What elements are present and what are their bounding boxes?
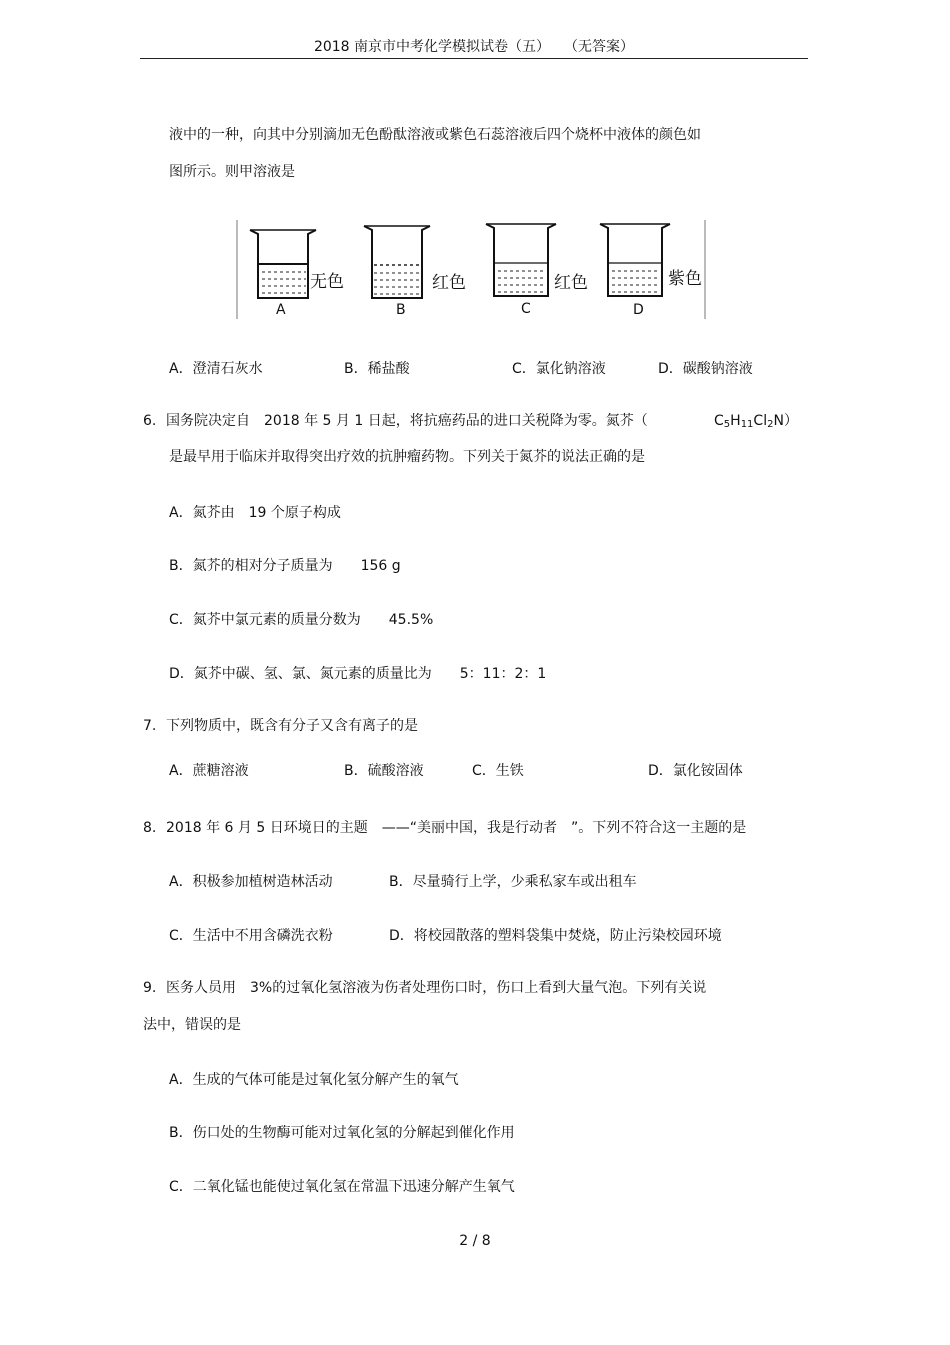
q6-option-d: D．氮芥中碳、氢、氯、氮元素的质量比为 5：11：2：1	[169, 666, 547, 682]
q7-stem: 下列物质中，既含有分子又含有离子的是	[166, 718, 418, 734]
q8-option-c: C．生活中不用含磷洗衣粉	[169, 928, 333, 944]
q6-number: 6.	[143, 413, 157, 429]
formula-h-sub: 11	[740, 419, 754, 430]
q6-stem-line-1: 国务院决定自 2018 年 5 月 1 日起，将抗癌药品的进口关税降为零。氮芥（	[166, 413, 648, 429]
formula-cl-sub: 2	[767, 419, 774, 430]
q7-option-c: C．生铁	[472, 763, 524, 779]
formula-c-sub: 5	[723, 419, 731, 430]
beaker-b-color-label: 红色	[432, 273, 466, 293]
q9-stem-line-2: 法中，错误的是	[143, 1017, 241, 1033]
beaker-d	[600, 224, 702, 318]
q7-option-d: D．氯化铵固体	[648, 763, 743, 779]
beaker-c-letter: C	[521, 301, 531, 317]
q6-option-a: A．氮芥由 19 个原子构成	[169, 505, 341, 521]
beaker-b-letter: B	[396, 302, 406, 318]
beaker-a	[250, 230, 344, 318]
q8-option-d: D．将校园散落的塑料袋集中焚烧，防止污染校园环境	[389, 928, 722, 944]
q9-option-a: A．生成的气体可能是过氧化氢分解产生的氧气	[169, 1072, 459, 1088]
beaker-c	[486, 224, 588, 317]
q5-option-b: B．稀盐酸	[344, 361, 410, 377]
q6-stem-line-2: 是最早用于临床并取得突出疗效的抗肿瘤药物。下列关于氮芥的说法正确的是	[169, 449, 645, 465]
page-header-title: 2018 南京市中考化学模拟试卷（五） （无答案）	[313, 39, 635, 55]
q5-option-d: D．碳酸钠溶液	[658, 361, 753, 377]
q8-option-b: B．尽量骑行上学，少乘私家车或出租车	[389, 874, 637, 890]
q9-option-c: C．二氧化锰也能使过氧化氢在常温下迅速分解产生氧气	[169, 1179, 515, 1195]
q8-option-a: A．积极参加植树造林活动	[169, 874, 333, 890]
beaker-a-letter: A	[276, 302, 286, 318]
intro-line-2: 图所示。则甲溶液是	[169, 164, 295, 180]
q9-number: 9.	[143, 980, 157, 996]
beaker-c-color-label: 红色	[554, 273, 588, 293]
beaker-d-color-label: 紫色	[668, 269, 702, 289]
beakers-figure	[236, 218, 706, 322]
header-rule	[140, 58, 808, 59]
beaker-b	[364, 226, 466, 318]
formula-cl: Cl	[753, 413, 768, 429]
q9-stem-line-1: 医务人员用 3%的过氧化氢溶液为伤者处理伤口时，伤口上看到大量气泡。下列有关说	[166, 980, 707, 996]
q6-formula	[714, 411, 798, 435]
q5-option-a: A．澄清石灰水	[169, 361, 263, 377]
q6-option-b: B．氮芥的相对分子质量为 156 g	[169, 558, 401, 574]
q7-number: 7.	[143, 718, 157, 734]
page-number: 2 / 8	[459, 1233, 491, 1249]
q7-option-a: A．蔗糖溶液	[169, 763, 249, 779]
q6-option-c: C．氮芥中氯元素的质量分数为 45.5%	[169, 612, 434, 628]
formula-c: C	[714, 413, 724, 429]
beaker-d-letter: D	[633, 302, 644, 318]
q5-option-c: C．氯化钠溶液	[512, 361, 606, 377]
formula-h: H	[730, 413, 741, 429]
q8-stem: 2018 年 6 月 5 日环境日的主题 ——“美丽中国，我是行动者 ”。下列不符合这一主题的是	[166, 820, 747, 836]
q7-option-b: B．硫酸溶液	[344, 763, 424, 779]
intro-line-1: 液中的一种，向其中分别滴加无色酚酞溶液或紫色石蕊溶液后四个烧杯中液体的颜色如	[169, 127, 701, 143]
q8-number: 8.	[143, 820, 157, 836]
beaker-a-color-label: 无色	[310, 272, 344, 292]
formula-n: N）	[773, 413, 798, 429]
q9-option-b: B．伤口处的生物酶可能对过氧化氢的分解起到催化作用	[169, 1125, 515, 1141]
